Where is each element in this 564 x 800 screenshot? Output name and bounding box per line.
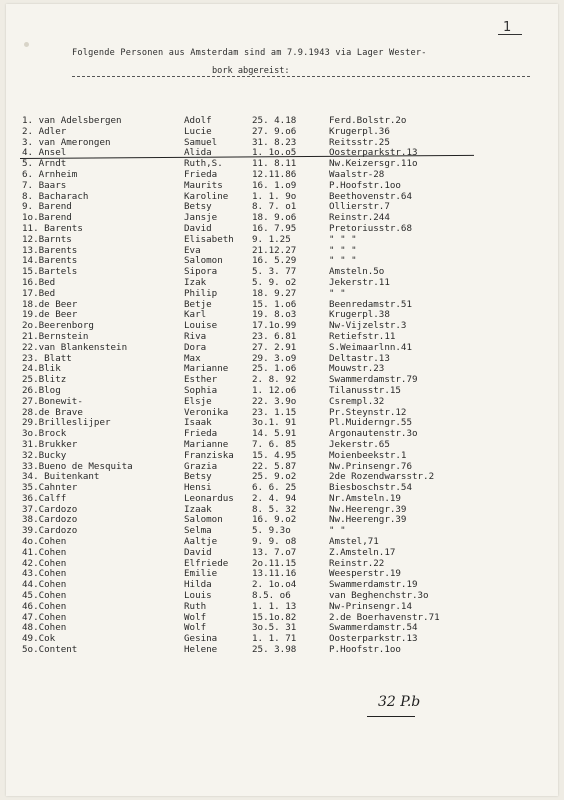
person-first-name: Izaak: [184, 503, 212, 515]
address: P.Hoofstr.1oo: [329, 179, 401, 191]
person-surname: 39.Cardozo: [22, 525, 78, 537]
person-first-name: Veronika: [184, 406, 229, 418]
person-first-name: David: [184, 546, 212, 558]
person-surname: 29.Brilleslijper: [22, 417, 111, 429]
person-surname: 6. Arnheim: [22, 168, 78, 180]
person-first-name: Karl: [184, 309, 207, 321]
address: Swammerdamstr.54: [329, 622, 418, 634]
birth-date: 22. 5.87: [252, 460, 297, 472]
person-first-name: Marianne: [184, 438, 229, 450]
person-surname: 32.Bucky: [22, 449, 67, 461]
header-line-1: Folgende Personen aus Amsterdam sind am 7.9.1943 via Lager Wester-: [72, 48, 427, 58]
person-first-name: Elisabeth: [184, 233, 234, 245]
person-first-name: Hilda: [184, 579, 212, 591]
birth-date: 1. 1. 13: [252, 600, 297, 612]
person-surname: 1. van Adelsbergen: [22, 115, 122, 126]
person-surname: 17.Bed: [22, 287, 56, 299]
address: Retiefstr.11: [329, 330, 396, 342]
birth-date: 16. 1.o9: [252, 179, 297, 191]
person-first-name: Salomon: [184, 514, 223, 526]
person-surname: 37.Cardozo: [22, 503, 78, 515]
birth-date: 1. 1. 71: [252, 633, 297, 645]
address: Beethovenstr.64: [329, 190, 412, 202]
person-surname: 2. Adler: [22, 125, 67, 137]
person-surname: 18.de Beer: [22, 298, 78, 310]
document-header: [72, 44, 537, 80]
person-surname: 45.Cohen: [22, 590, 67, 602]
person-first-name: Grazia: [184, 460, 218, 472]
birth-date: 9. 1.25: [252, 233, 291, 245]
address: Csrempl.32: [329, 395, 385, 407]
birth-date: 16. 7.95: [252, 222, 297, 234]
address: P.Hoofstr.1oo: [329, 644, 401, 656]
person-first-name: Elsje: [184, 395, 212, 407]
person-surname: 3. van Amerongen: [22, 136, 111, 148]
birth-date: 31. 8.23: [252, 136, 297, 148]
person-first-name: Karoline: [184, 190, 229, 202]
person-first-name: Gesina: [184, 633, 218, 645]
person-first-name: Ruth,S.: [184, 158, 223, 170]
person-first-name: Betsy: [184, 201, 212, 213]
person-first-name: Eva: [184, 244, 201, 256]
handwritten-underline: [367, 716, 415, 717]
person-surname: 33.Bueno de Mesquita: [22, 460, 133, 472]
birth-date: 13. 7.o7: [252, 546, 297, 558]
person-first-name: Betje: [184, 298, 212, 310]
person-first-name: Louis: [184, 590, 212, 602]
birth-date: 8.5. o6: [252, 590, 291, 602]
person-first-name: Marianne: [184, 363, 229, 375]
address: " " ": [329, 255, 357, 267]
person-surname: 27.Bonewit-: [22, 395, 83, 407]
birth-date: 2. 1o.o4: [252, 579, 297, 591]
address: " ": [329, 525, 346, 537]
person-surname: 44.Cohen: [22, 579, 67, 591]
birth-date: 6. 6. 25: [252, 482, 297, 494]
birth-date: 8. 5. 32: [252, 503, 297, 515]
birth-date: 27. 9.o6: [252, 125, 297, 137]
person-first-name: Wolf: [184, 622, 207, 634]
birth-date: 25. 9.o2: [252, 471, 297, 483]
birth-date: 23. 6.81: [252, 330, 297, 342]
address: Krugerpl.38: [329, 309, 390, 321]
page-number: 1: [503, 20, 512, 35]
address: Tilanusstr.15: [329, 384, 401, 396]
person-surname: 9. Barend: [22, 201, 72, 213]
address: " ": [329, 287, 346, 299]
birth-date: 5. 9. o2: [252, 276, 297, 288]
person-first-name: Wolf: [184, 611, 207, 623]
deportation-list: [0, 116, 564, 656]
list-row: [0, 343, 564, 354]
person-first-name: Sophia: [184, 384, 218, 396]
person-surname: 35.Cahnter: [22, 482, 78, 494]
birth-date: 5. 3. 77: [252, 266, 297, 278]
person-surname: 8. Bacharach: [22, 190, 89, 202]
birth-date: 22. 3.9o: [252, 395, 297, 407]
address: Amstel,71: [329, 536, 379, 548]
address: Waalstr-28: [329, 168, 385, 180]
person-surname: 36.Calff: [22, 492, 67, 504]
birth-date: 2o.11.15: [252, 557, 297, 569]
address: " " ": [329, 233, 357, 245]
birth-date: 13.11.16: [252, 568, 297, 580]
person-first-name: Philip: [184, 287, 218, 299]
person-first-name: Maurits: [184, 179, 223, 191]
list-row: [0, 397, 564, 408]
person-first-name: Franziska: [184, 449, 234, 461]
list-row: [0, 289, 564, 300]
address: Swammerdamstr.19: [329, 579, 418, 591]
birth-date: 25. 3.98: [252, 644, 297, 656]
handwritten-total: 32 P.b: [378, 694, 421, 710]
punch-hole: [24, 42, 29, 47]
birth-date: 18. 9.27: [252, 287, 297, 299]
birth-date: 3o.5. 31: [252, 622, 297, 634]
person-surname: 14.Barents: [22, 255, 78, 267]
birth-date: 1. 1. 9o: [252, 190, 297, 202]
person-surname: 49.Cok: [22, 633, 56, 645]
person-surname: 7. Baars: [22, 179, 67, 191]
address: Pretoriusstr.68: [329, 222, 412, 234]
person-surname: 47.Cohen: [22, 611, 67, 623]
birth-date: 21.12.27: [252, 244, 297, 256]
person-surname: 26.Blog: [22, 384, 61, 396]
address: Oosterparkstr.13: [329, 147, 418, 159]
person-surname: 48.Cohen: [22, 622, 67, 634]
birth-date: 17.1o.99: [252, 320, 297, 332]
address: Deltastr.13: [329, 352, 390, 364]
address: Z.Amsteln.17: [329, 546, 396, 558]
person-surname: 46.Cohen: [22, 600, 67, 612]
address: Nw-Vijzelstr.3: [329, 320, 407, 332]
person-surname: 43.Cohen: [22, 568, 67, 580]
birth-date: 25. 4.18: [252, 115, 297, 126]
address: Nw.Heerengr.39: [329, 514, 407, 526]
address: Reinstr.22: [329, 557, 385, 569]
address: Krugerpl.36: [329, 125, 390, 137]
address: Argonautenstr.3o: [329, 428, 418, 440]
address: Pr.Steynstr.12: [329, 406, 407, 418]
person-first-name: Hensi: [184, 482, 212, 494]
birth-date: 2. 4. 94: [252, 492, 297, 504]
list-row: [0, 645, 564, 656]
birth-date: 15. 4.95: [252, 449, 297, 461]
birth-date: 29. 3.o9: [252, 352, 297, 364]
person-surname: 41.Cohen: [22, 546, 67, 558]
person-first-name: Jansje: [184, 212, 218, 224]
header-rule: [72, 76, 530, 77]
address: Jekerstr.65: [329, 438, 390, 450]
person-first-name: Sipora: [184, 266, 218, 278]
birth-date: 1. 1o.o5: [252, 147, 297, 159]
address: Swammerdamstr.79: [329, 374, 418, 386]
address: Ollierstr.7: [329, 201, 390, 213]
birth-date: 3o.1. 91: [252, 417, 297, 429]
list-row: [0, 127, 564, 138]
person-first-name: Emilie: [184, 568, 218, 580]
address: Pl.Muiderngr.55: [329, 417, 412, 429]
person-first-name: Izak: [184, 276, 207, 288]
person-first-name: Helene: [184, 644, 218, 656]
birth-date: 14. 5.91: [252, 428, 297, 440]
address: 2.de Boerhavenstr.71: [329, 611, 440, 623]
person-surname: 38.Cardozo: [22, 514, 78, 526]
person-surname: 21.Bernstein: [22, 330, 89, 342]
address: Jekerstr.11: [329, 276, 390, 288]
address: Amsteln.5o: [329, 266, 385, 278]
person-first-name: Leonardus: [184, 492, 234, 504]
list-row: [0, 181, 564, 192]
address: Reinstr.244: [329, 212, 390, 224]
person-first-name: Salomon: [184, 255, 223, 267]
birth-date: 16. 5.29: [252, 255, 297, 267]
birth-date: 27. 2.91: [252, 341, 297, 353]
birth-date: 19. 8.o3: [252, 309, 297, 321]
person-surname: 23. Blatt: [22, 352, 72, 364]
person-surname: 19.de Beer: [22, 309, 78, 321]
address: 2de Rozendwarsstr.2: [329, 471, 435, 483]
page-number-underline: [498, 34, 522, 35]
person-surname: 34. Buitenkant: [22, 471, 100, 483]
person-surname: 4o.Cohen: [22, 536, 67, 548]
person-first-name: Riva: [184, 330, 207, 342]
person-surname: 22.van Blankenstein: [22, 341, 128, 353]
address: Weesperstr.19: [329, 568, 401, 580]
birth-date: 16. 9.o2: [252, 514, 297, 526]
person-surname: 1o.Barend: [22, 212, 72, 224]
birth-date: 15. 1.o6: [252, 298, 297, 310]
person-surname: 31.Brukker: [22, 438, 78, 450]
address: Nw.Heerengr.39: [329, 503, 407, 515]
person-first-name: Louise: [184, 320, 218, 332]
person-surname: 12.Barnts: [22, 233, 72, 245]
person-surname: 15.Bartels: [22, 266, 78, 278]
birth-date: 15.1o.82: [252, 611, 297, 623]
address: S.Weimaarlnn.41: [329, 341, 412, 353]
person-first-name: Max: [184, 352, 201, 364]
list-row: [0, 235, 564, 246]
person-first-name: Aaltje: [184, 536, 218, 548]
person-first-name: Adolf: [184, 115, 212, 126]
person-surname: 25.Blitz: [22, 374, 67, 386]
address: Nw.Prinsengr.76: [329, 460, 412, 472]
person-first-name: Dora: [184, 341, 207, 353]
person-first-name: Alida: [184, 147, 212, 159]
address: Beenredamstr.51: [329, 298, 412, 310]
address: Nr.Amsteln.19: [329, 492, 401, 504]
person-first-name: Selma: [184, 525, 212, 537]
person-surname: 13.Barents: [22, 244, 78, 256]
person-surname: 3o.Brock: [22, 428, 67, 440]
address: Nw.Keizersgr.11o: [329, 158, 418, 170]
person-first-name: Frieda: [184, 428, 218, 440]
birth-date: 12.11.86: [252, 168, 297, 180]
person-first-name: David: [184, 222, 212, 234]
address: Nw-Prinsengr.14: [329, 600, 412, 612]
person-surname: 28.de Brave: [22, 406, 83, 418]
birth-date: 2. 8. 92: [252, 374, 297, 386]
birth-date: 8. 7. o1: [252, 201, 297, 213]
person-first-name: Betsy: [184, 471, 212, 483]
header-line-2: bork abgereist:: [212, 66, 290, 76]
person-surname: 5o.Content: [22, 644, 78, 656]
person-first-name: Samuel: [184, 136, 218, 148]
person-surname: 11. Barents: [22, 222, 83, 234]
address: Oosterparkstr.13: [329, 633, 418, 645]
address: " " ": [329, 244, 357, 256]
person-surname: 24.Blik: [22, 363, 61, 375]
birth-date: 23. 1.15: [252, 406, 297, 418]
person-first-name: Lucie: [184, 125, 212, 137]
address: van Beghenchstr.3o: [329, 590, 429, 602]
list-row: [0, 451, 564, 462]
person-first-name: Frieda: [184, 168, 218, 180]
person-first-name: Ruth: [184, 600, 207, 612]
birth-date: 18. 9.o6: [252, 212, 297, 224]
address: Mouwstr.23: [329, 363, 385, 375]
person-first-name: Elfriede: [184, 557, 229, 569]
person-surname: 42.Cohen: [22, 557, 67, 569]
person-surname: 5. Arndt: [22, 158, 67, 170]
person-surname: 2o.Beerenborg: [22, 320, 94, 332]
address: Ferd.Bolstr.2o: [329, 115, 407, 126]
birth-date: 5. 9.3o: [252, 525, 291, 537]
address: Moienbeekstr.1: [329, 449, 407, 461]
birth-date: 1. 12.o6: [252, 384, 297, 396]
birth-date: 9. 9. o8: [252, 536, 297, 548]
address: Reitsstr.25: [329, 136, 390, 148]
person-first-name: Isaak: [184, 417, 212, 429]
person-surname: 4. Ansel: [22, 147, 67, 159]
address: Biesboschstr.54: [329, 482, 412, 494]
person-first-name: Esther: [184, 374, 218, 386]
birth-date: 7. 6. 85: [252, 438, 297, 450]
birth-date: 11. 8.11: [252, 158, 297, 170]
person-surname: 16.Bed: [22, 276, 56, 288]
birth-date: 25. 1.o6: [252, 363, 297, 375]
